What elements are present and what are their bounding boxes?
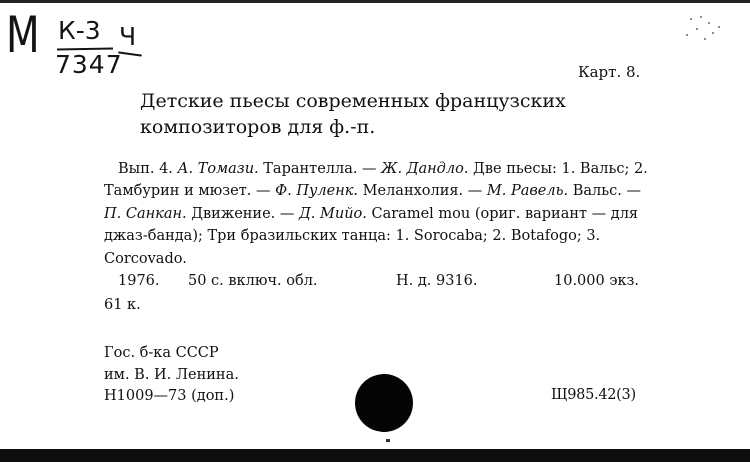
composer-name: М. Равель. xyxy=(486,183,569,200)
handwritten-shelf-mark: К-3 xyxy=(58,16,101,45)
handwritten-mark: Ч xyxy=(119,22,137,51)
piece-title: Меланхолия. — xyxy=(362,183,483,200)
piece-title: Движение. — xyxy=(191,205,295,222)
top-edge xyxy=(0,0,750,3)
faded-stamp-mark xyxy=(678,12,728,46)
piece-title: Caramel mou (ориг. вариант — для джаз-банда); Три бразильских танца: 1. Sorocaba; 2. Botafogo; 3. Corcovado. xyxy=(104,205,639,267)
bottom-edge xyxy=(0,449,750,462)
composer-name: Ж. Дандло. xyxy=(381,161,469,177)
handwritten-number: 7347 xyxy=(55,50,123,79)
composer-name: А. Томази. xyxy=(177,161,259,177)
punch-hole xyxy=(355,374,413,432)
copy-count: 10.000 экз. xyxy=(554,273,640,289)
composer-name: Ф. Пуленк. xyxy=(275,183,359,200)
piece-title: Тарантелла. — xyxy=(263,161,377,177)
plate-number: Н. д. 9316. xyxy=(396,273,478,289)
library-line: Н1009—73 (доп.) xyxy=(104,388,235,404)
card-title: Детские пьесы современных французских композиторов для ф.-п. xyxy=(140,90,566,138)
classification-code: Щ985.42(3) xyxy=(551,387,636,403)
punch-hole-mark xyxy=(386,439,390,442)
card-number: Карт. 8. xyxy=(578,63,641,81)
card-body xyxy=(104,158,652,270)
publication-price: 50 с. включ. обл. xyxy=(188,273,318,289)
library-line: Гос. б-ка СССР xyxy=(104,345,219,361)
composer-name: П. Санкан. xyxy=(104,205,187,222)
composer-name: Д. Мийо. xyxy=(299,205,367,222)
library-line: им. В. И. Ленина. xyxy=(104,366,239,383)
handwritten-letter: М xyxy=(6,6,39,64)
issue-label: Вып. 4. xyxy=(118,161,173,177)
library-stamp xyxy=(104,343,239,408)
page-count: 61 к. xyxy=(104,297,141,313)
piece-title: Вальс. — xyxy=(572,183,641,200)
publication-year: 1976. xyxy=(118,273,160,289)
piece-title: Две пьесы: 1. Вальс; 2. Тамбурин и мюзет. — xyxy=(104,161,648,200)
